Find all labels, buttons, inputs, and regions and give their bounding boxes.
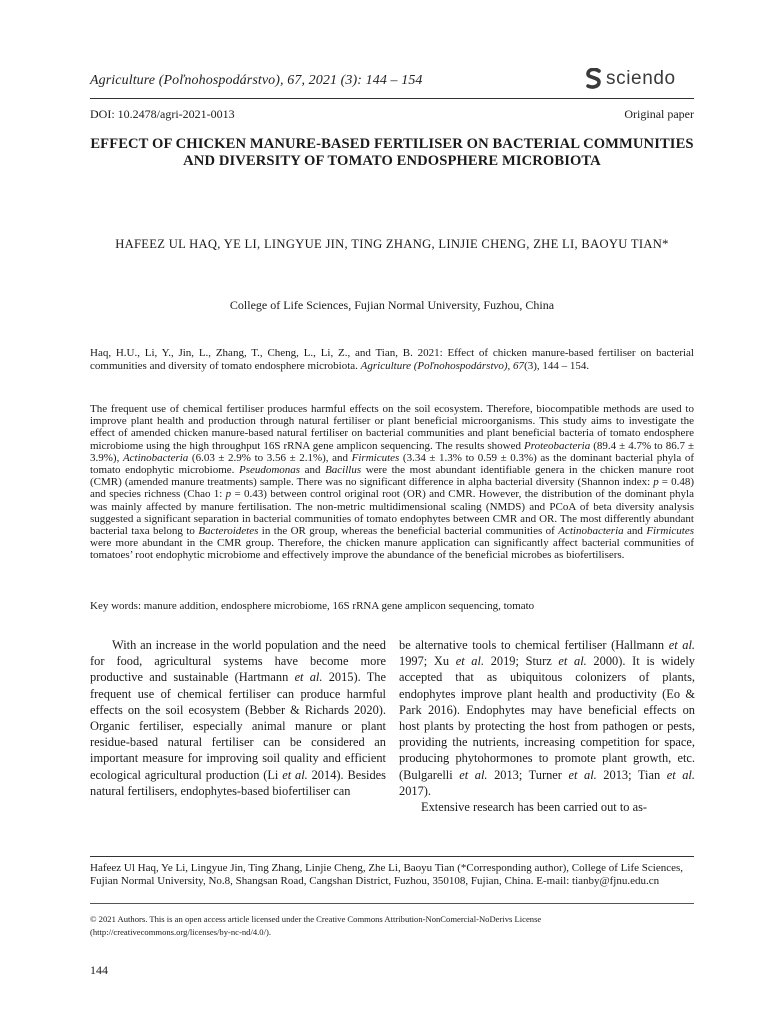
author-footnote: Hafeez Ul Haq, Ye Li, Lingyue Jin, Ting Zhang, Linjie Cheng, Zhe Li, Baoyu Tian (*Corresponding author), College of Life Sciences, Fujian Normal University, No.8, Shangsan Road, Cangshan District, Fuzhou, 350108, Fujian, China. E-mail: tianby@fjnu.edu.cn (90, 862, 683, 887)
taxon-name: Firmicutes (351, 451, 400, 464)
sciendo-logo-icon (586, 68, 602, 90)
journal-header: Agriculture (Poľnohospodárstvo), 67, 2021 (3): 144 – 154 (90, 73, 423, 88)
taxon-name: Bacillus (325, 464, 362, 477)
abstract-text: (6.03 ± 2.9% to 3.56 ± 2.1%), and (188, 451, 352, 464)
taxon-name: Proteobacteria (524, 439, 591, 452)
header-rule (90, 98, 694, 99)
body-text: 2015). The frequent use of chemical fertiliser can produce harmful effects on the soil ecosystem (Bebber & Richards 2020). Organic fertiliser, especially animal manure or plant residue-based natural fertiliser can be considered an important measure for improving soil quality and efficient ecological agricultural production (Li (90, 670, 387, 782)
doi: DOI: 10.2478/agri-2021-0013 (90, 107, 235, 121)
et-al: et al. (459, 767, 488, 782)
citation-main: Haq, H.U., Li, Y., Jin, L., Zhang, T., Cheng, L., Li, Z., and Tian, B. 2021: Effect of chicken manure-based fertiliser on bacterial communities and diversity of tomato endosphere microbiota. (90, 347, 694, 372)
et-al: et al. (568, 767, 597, 782)
body-text: 2013; Tian (596, 767, 667, 782)
citation-tail: (3), 144 – 154. (524, 360, 590, 372)
body-paragraph: Extensive research has been carried out to as- (421, 800, 648, 815)
abstract-text: = 0.43) between control original root (OR) and CMR. However, the distribution of the dominant phyla was mainly affected by manure fertilisation. The non-metric multidimensional scaling (NMDS) and PCoA of beta diversity analysis suggested a significant separation in bacterial communities of tomato endophytes between CMR and OR. The most differently abundant bacterial taxa belong to (90, 488, 694, 538)
body-text: 2017). (399, 783, 432, 798)
publisher-name: sciendo (606, 68, 676, 89)
keywords: Key words: manure addition, endosphere microbiome, 16S rRNA gene amplicon sequencing, tomato (90, 600, 535, 612)
taxon-name: Actinobacteria (122, 451, 189, 464)
body-text: be alternative tools to chemical fertiliser (Hallmann (399, 638, 669, 652)
taxon-name: Firmicutes (646, 525, 694, 538)
stat-symbol: p (225, 488, 232, 501)
taxon-name: Actinobacteria (558, 525, 624, 538)
license-url: (http://creativecommons.org/licenses/by-nc-nd/4.0/). (90, 927, 271, 937)
paper-title: EFFECT OF CHICKEN MANURE-BASED FERTILISER ON BACTERIAL COMMUNITIES AND DIVERSITY OF TOMATO ENDOSPHERE MICROBIOTA (90, 136, 694, 169)
et-al: et al. (666, 767, 695, 782)
author-list: HAFEEZ UL HAQ, YE LI, LINGYUE JIN, TING ZHANG, LINJIE CHENG, ZHE LI, BAOYU TIAN* (115, 237, 669, 251)
abstract-text: were more abundant in the CMR group. Therefore, the chicken manure application can significantly affect bacterial communities of tomatoes’ root endophytic microbiome and effectively improve the abundance of the beneficial microbes as biofertilisers. (90, 537, 694, 562)
body-paragraph (399, 637, 695, 799)
et-al: et al. (558, 654, 587, 669)
taxon-name: Pseudomonas (238, 464, 301, 477)
paper-type: Original paper (624, 107, 694, 121)
taxon-name: Bacteroidetes (198, 525, 259, 538)
publisher-logo (586, 68, 676, 90)
body-paragraph (90, 637, 386, 799)
abstract-text: and (300, 464, 326, 477)
body-text: 1997; Xu (399, 654, 456, 669)
et-al: et al. (668, 638, 695, 652)
abstract-text: were the most abundant identifiable genera in the chicken manure root (CMR) (amended manure treatments) sample. There was no significant difference in alpha bacterial diversity (Shannon index: (90, 464, 694, 489)
abstract-text: (3.34 ± 1.3% to 0.59 ± 0.3%) as the dominant bacterial phyla of tomato endophytic microbiome. (90, 451, 695, 477)
body-text: 2014). Besides natural fertilisers, endophytes-based biofertiliser can (90, 767, 387, 798)
body-column-left (90, 637, 386, 799)
body-text: 2013; Turner (487, 767, 569, 782)
license-line: © 2021 Authors. This is an open access article licensed under the Creative Commons Attribution-NonComercial-NoDerivs License (90, 914, 542, 924)
et-al: et al. (455, 654, 485, 669)
body-text: 2000). It is widely accepted that as ubiquitous colonizers of plants, endophytes improve plant health and productivity (Eo & Park 2016). Endophytes may have beneficial effects on host plants by protecting the host from pathogen or pests, providing the nutrients, increasing competition for space, producing phytohormones to promote plant growth, etc. (Bulgarelli (399, 654, 695, 782)
license-notice (90, 913, 694, 939)
body-text: 2019; Sturz (484, 654, 559, 669)
abstract-text: and (623, 525, 647, 538)
body-column-right (399, 637, 695, 815)
et-al: et al. (294, 670, 323, 685)
abstract-text: = 0.48) and species richness (Chao 1: (90, 476, 694, 501)
stat-symbol: p (653, 476, 659, 489)
abstract-text: The frequent use of chemical fertiliser produces harmful effects on the soil ecosystem. Therefore, biocompatible methods are used to improve plant health and production through natural fertiliser or plant beneficial microorganisms. This study aims to investigate the effect of amended chicken manure-based natural fertiliser on bacterial communities and plant beneficial bacteria of tomato endosphere microbiome using the high throughput 16S rRNA gene amplicon sequencing. The results showed (90, 403, 694, 452)
abstract-text: (89.4 ± 4.7% to 86.7 ± 3.9%), (90, 439, 694, 464)
license-rule (90, 903, 694, 904)
et-al: et al. (282, 767, 308, 782)
affiliation: College of Life Sciences, Fujian Normal University, Fuzhou, China (229, 298, 555, 312)
abstract-text: in the OR group, whereas the beneficial bacterial communities of (258, 525, 559, 538)
body-text: With an increase in the world population and the need for food, agricultural systems have become more productive and sustainable (Hartmann (90, 638, 386, 685)
citation (90, 347, 694, 373)
page-number: 144 (90, 963, 108, 977)
abstract (90, 403, 694, 562)
citation-journal: Agriculture (Poľnohospodárstvo), 67 (360, 360, 525, 372)
footnote-rule (90, 856, 694, 857)
